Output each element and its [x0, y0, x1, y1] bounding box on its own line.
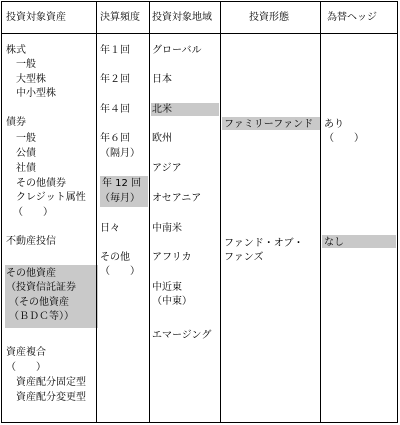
- asset-item: 公債: [16, 148, 36, 159]
- region-item: 中南米: [152, 223, 182, 234]
- asset-item: 資産複合: [6, 347, 46, 358]
- asset-item: 一般: [16, 133, 36, 144]
- table-top-border: [1, 1, 398, 2]
- asset-item: 社債: [16, 163, 36, 174]
- asset-item: 資産配分変更型: [16, 392, 86, 403]
- asset-item: 大型株: [16, 74, 46, 85]
- region-item: 北米: [152, 104, 172, 115]
- asset-item: 資産配分固定型: [16, 377, 86, 388]
- header-bottom-border: [1, 33, 398, 34]
- asset-item: （ ）: [6, 362, 46, 373]
- region-item: アフリカ: [152, 252, 192, 263]
- region-item: 欧州: [152, 133, 172, 144]
- header-asset: 投資対象資産: [6, 12, 66, 23]
- asset-item: クレジット属性: [16, 192, 86, 203]
- classification-table: [1, 1, 398, 423]
- column-divider: [1, 1, 2, 423]
- asset-item: （その他資産: [9, 297, 69, 308]
- form-item: ファミリーファンド: [224, 119, 314, 130]
- asset-item: 中小型株: [16, 88, 56, 99]
- region-item: 中近東: [152, 282, 182, 293]
- column-divider: [397, 1, 398, 423]
- asset-item: 一般: [16, 59, 36, 70]
- frequency-item: （毎月）: [100, 193, 140, 204]
- frequency-item: 年 12 回: [102, 178, 142, 189]
- asset-item: 不動産投信: [6, 236, 56, 247]
- hedge-item: あり: [324, 119, 344, 130]
- frequency-item: （隔月）: [100, 148, 140, 159]
- column-divider: [96, 1, 97, 423]
- form-item: ファンド・オブ・: [224, 238, 304, 249]
- frequency-item: 年２回: [100, 74, 130, 85]
- frequency-item: 年６回: [100, 133, 130, 144]
- table-bottom-border: [1, 422, 398, 423]
- frequency-item: その他: [100, 252, 130, 263]
- header-form: 投資形態: [249, 12, 289, 23]
- column-divider: [320, 1, 321, 423]
- column-divider: [220, 1, 221, 423]
- region-item: オセアニア: [152, 193, 202, 204]
- asset-item: 債券: [6, 117, 26, 128]
- region-item: 日本: [152, 74, 172, 85]
- asset-item: （ＢＤＣ等））: [9, 311, 74, 322]
- hedge-item: （ ）: [324, 133, 364, 144]
- header-region: 投資対象地域: [152, 12, 212, 23]
- asset-item: その他資産: [6, 268, 56, 279]
- frequency-item: 年１回: [100, 45, 130, 56]
- frequency-item: （ ）: [100, 266, 140, 277]
- column-divider: [149, 1, 150, 423]
- asset-item: （投資信託証券: [6, 282, 76, 293]
- region-item: （中東）: [152, 296, 192, 307]
- asset-item: その他債券: [16, 178, 66, 189]
- asset-item: （ ）: [13, 207, 53, 218]
- asset-item: 株式: [6, 45, 26, 56]
- frequency-item: 日々: [100, 223, 120, 234]
- region-item: グローバル: [152, 45, 202, 56]
- header-frequency: 決算頻度: [100, 12, 140, 23]
- form-item: ファンズ: [224, 252, 264, 263]
- hedge-item: なし: [324, 237, 344, 248]
- header-hedge: 為替ヘッジ: [327, 12, 377, 23]
- region-item: アジア: [152, 163, 182, 174]
- region-item: エマージング: [152, 330, 212, 341]
- frequency-item: 年４回: [100, 104, 130, 115]
